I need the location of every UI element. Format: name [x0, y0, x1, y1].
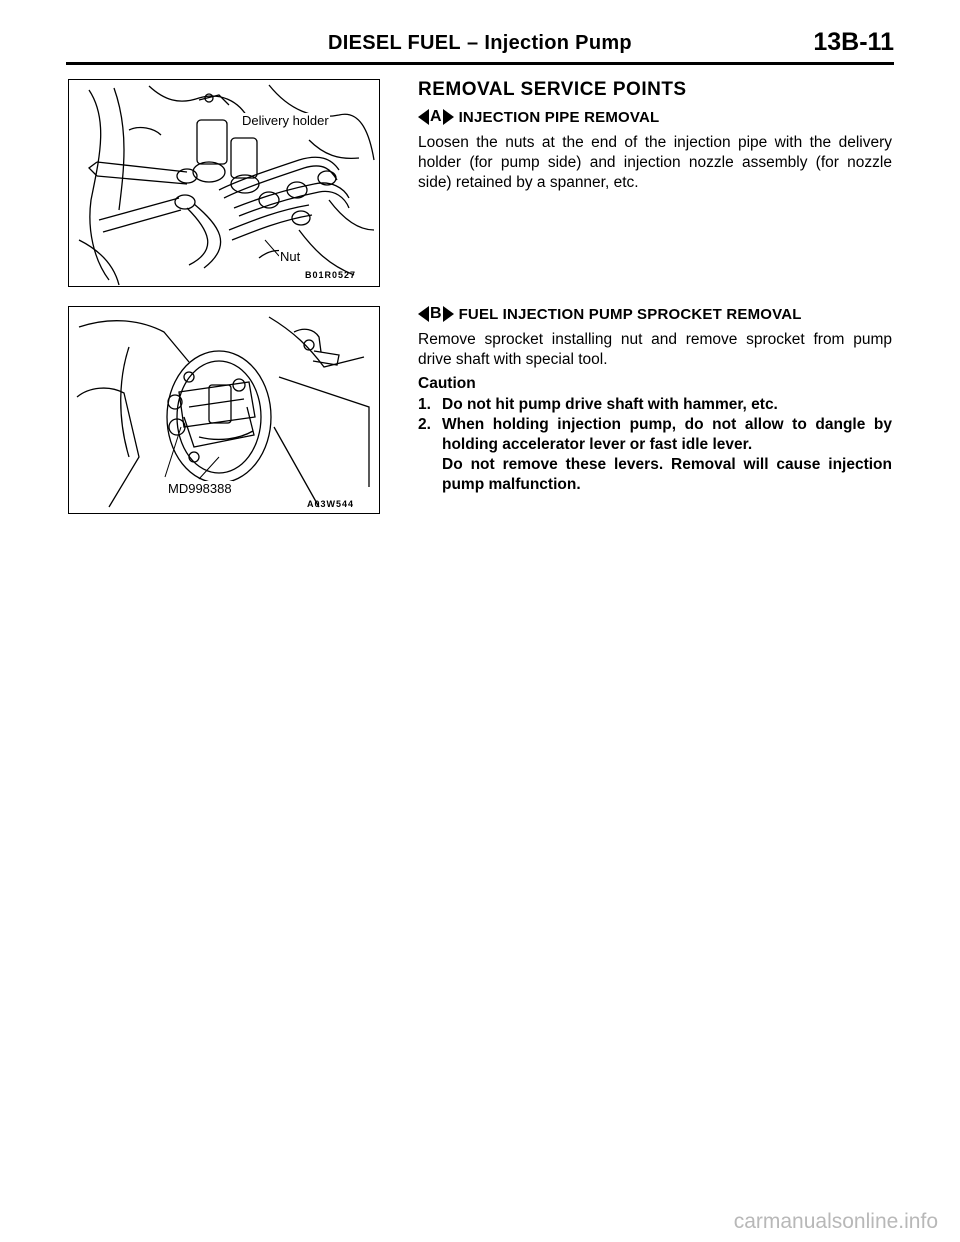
caution-item-number: 1. — [418, 396, 431, 413]
step-heading-text: INJECTION PIPE REMOVAL — [458, 108, 660, 126]
caution-item-text: Do not hit pump drive shaft with hammer, etc. — [442, 396, 778, 413]
step-heading-text: FUEL INJECTION PUMP SPROCKET REMOVAL — [458, 305, 802, 323]
triangle-left-icon — [418, 109, 429, 125]
step-a-text: Loosen the nuts at the end of the injection pipe with the delivery holder (for pump side) and injection nozzle assembly (for nozzle side) retained by a spanner, etc. — [418, 134, 892, 191]
step-letter: A — [430, 108, 442, 125]
header-title-main: DIESEL FUEL — [328, 32, 461, 54]
page-header — [66, 26, 894, 65]
triangle-right-icon — [443, 109, 454, 125]
label-special-tool: MD998388 — [168, 481, 232, 496]
header-title — [328, 32, 632, 55]
caution-item — [418, 415, 892, 495]
injection-pipe-illustration — [69, 80, 379, 286]
watermark: carmanualsonline.info — [733, 1210, 938, 1233]
figure-code: A03W544 — [307, 499, 355, 509]
triangle-left-icon — [418, 306, 429, 322]
step-a-heading — [418, 108, 659, 126]
header-separator: – — [466, 32, 479, 54]
caution-list — [418, 395, 892, 495]
caution-item — [418, 395, 892, 415]
header-title-sub: Injection Pump — [484, 32, 632, 54]
step-b-text: Remove sprocket installing nut and remove sprocket from pump drive shaft with special tool. — [418, 331, 892, 368]
page-code: 13B-11 — [813, 28, 894, 56]
section-title: REMOVAL SERVICE POINTS — [418, 79, 687, 100]
caution-title: Caution — [418, 375, 476, 392]
triangle-right-icon — [443, 306, 454, 322]
label-delivery-holder: Delivery holder — [242, 113, 329, 128]
caution-item-text: When holding injection pump, do not allow to dangle by holding accelerator lever or fast idle lever. — [442, 416, 892, 453]
caution-item-text-2: Do not remove these levers. Removal will cause injection pump malfunction. — [442, 456, 892, 493]
figure-sprocket-removal — [68, 306, 380, 514]
label-nut: Nut — [280, 249, 301, 264]
figure-code: B01R0527 — [305, 270, 357, 280]
step-b-heading — [418, 305, 802, 323]
step-letter: B — [430, 305, 442, 322]
caution-item-number: 2. — [418, 416, 431, 433]
figure-injection-pipe — [68, 79, 380, 287]
